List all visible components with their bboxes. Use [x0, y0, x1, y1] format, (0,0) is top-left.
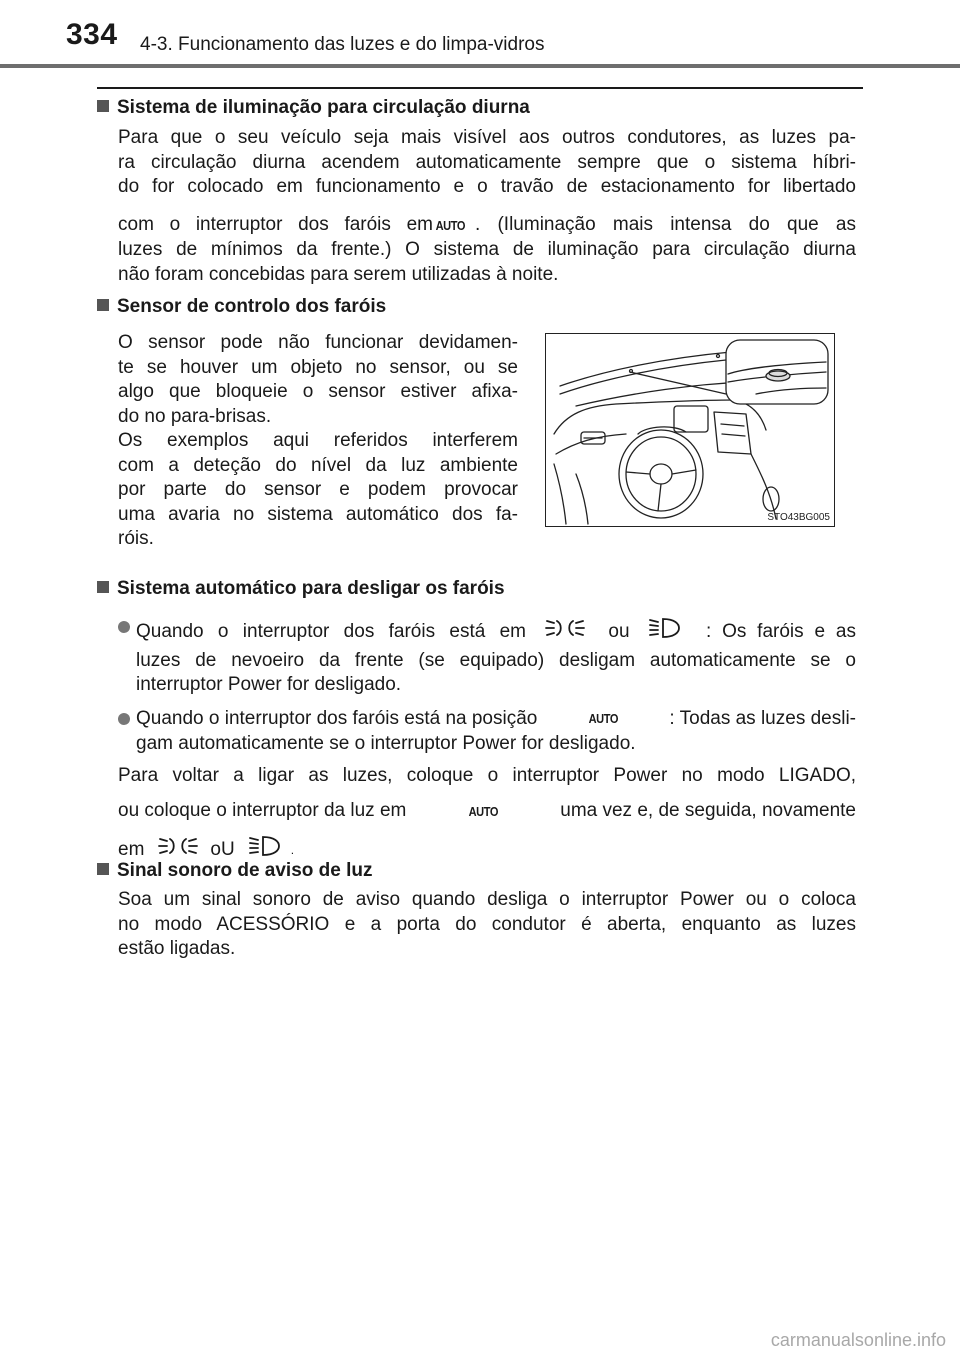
- headlight-icon-svg: [247, 833, 283, 859]
- sensor-figure: [545, 333, 835, 527]
- text-line-with-symbol: [118, 213, 856, 239]
- text-fragment: oU: [210, 838, 235, 860]
- text-line-with-symbol: [118, 799, 856, 825]
- text-line: róis.: [118, 528, 154, 549]
- chapter-title: 4-3. Funcionamento das luzes e do limpa-vidros: [140, 34, 545, 55]
- auto-symbol-icon: [581, 706, 625, 732]
- bullet-2-text: [136, 706, 856, 756]
- text-line: Soa um sinal sonoro de aviso quando desliga o interruptor Power ou o coloca: [118, 889, 856, 910]
- tail-lights-icon: [156, 834, 200, 858]
- square-bullet-icon: [97, 299, 109, 311]
- text-line: por parte do sensor e podem provocar: [118, 479, 518, 500]
- text-fragment: Quando o interruptor dos faróis está na posição: [136, 707, 538, 729]
- text-line: não foram concebidas para serem utilizadas à noite.: [118, 263, 559, 285]
- watermark: carmanualsonline.info: [770, 1330, 946, 1350]
- text-line: interruptor Power for desligado.: [136, 674, 402, 695]
- headlight-icon: [647, 615, 689, 649]
- auto-symbol-icon: [433, 213, 475, 239]
- text-fragment: com o interruptor dos faróis em: [118, 213, 433, 235]
- figure-code: STO43BG005: [767, 512, 830, 523]
- drl-paragraph: [118, 126, 856, 287]
- text-line: luzes de mínimos da frente.) O sistema de iluminação para circulação diurna: [118, 239, 856, 260]
- text-fragment: . (Iluminação mais intensa do que as: [475, 213, 856, 235]
- text-fragment: uma vez e, de seguida, novamente: [560, 800, 856, 821]
- auto-symbol-text: AUTO: [588, 711, 619, 726]
- section-heading-sensor: [97, 296, 386, 318]
- text-fragment: Quando o interruptor dos faróis está em: [136, 620, 526, 642]
- text-line-with-symbol: [136, 706, 856, 732]
- headlight-low-beam-icon: [543, 616, 591, 648]
- text-line: luzes de nevoeiro da frente (se equipado) desligam automaticamente se o: [136, 649, 856, 671]
- bullet-1-text: [136, 615, 856, 698]
- text-line: uma avaria no sistema automático dos fa-: [118, 503, 518, 525]
- text-fragment: : Todas as luzes desli-: [669, 707, 856, 729]
- section-heading-drl: [97, 97, 530, 119]
- section-heading-buzzer: [97, 860, 373, 882]
- auto-symbol-text: AUTO: [435, 217, 466, 233]
- text-line: no modo ACESSÓRIO e a porta do condutor é aberta, enquanto as luzes: [118, 913, 856, 935]
- heading-text: Sinal sonoro de aviso de luz: [117, 860, 373, 881]
- text-line-with-symbols: [136, 615, 856, 649]
- square-bullet-icon: [97, 581, 109, 593]
- text-line: gam automaticamente se o interruptor Power for desligado.: [136, 732, 636, 754]
- text-fragment: .: [290, 842, 295, 857]
- heading-text: Sistema automático para desligar os faróis: [117, 578, 505, 599]
- auto-symbol-text: AUTO: [468, 803, 498, 819]
- text-line: do no para-brisas.: [118, 405, 272, 427]
- text-line: estão ligadas.: [118, 938, 236, 959]
- text-line: Para que o seu veículo seja mais visível aos outros condutores, as luzes pa-: [118, 127, 856, 148]
- header-rule: [0, 64, 960, 68]
- text-line: do for colocado em funcionamento e o travão de estacionamento for libertado: [118, 176, 856, 197]
- reactivate-paragraph: [118, 764, 856, 867]
- section-rule: [97, 87, 863, 89]
- line-part: [118, 213, 433, 239]
- text-fragment: em: [118, 838, 145, 860]
- text-line: algo que bloqueie o sensor estiver afixa-: [118, 381, 518, 402]
- dashboard-illustration: [546, 334, 833, 525]
- round-bullet-icon: [118, 621, 130, 633]
- square-bullet-icon: [97, 100, 109, 112]
- text-fragment: : Os faróis e as: [705, 620, 856, 642]
- text-fragment: ou coloque o interruptor da luz em: [118, 800, 407, 821]
- page-number: 334: [66, 18, 118, 51]
- text-line: O sensor pode não funcionar devidamen-: [118, 332, 518, 353]
- square-bullet-icon: [97, 863, 109, 875]
- section-heading-auto-off: [97, 578, 505, 600]
- heading-text: Sensor de controlo dos faróis: [117, 296, 387, 317]
- text-line: Os exemplos aqui referidos interferem: [118, 430, 518, 451]
- sensor-paragraph: [118, 331, 518, 552]
- text-line: te se houver um objeto no sensor, ou se: [118, 356, 518, 378]
- headlight-icon-svg: [647, 615, 683, 641]
- text-line: Para voltar a ligar as luzes, coloque o interruptor Power no modo LIGADO,: [118, 765, 856, 786]
- text-line: com a deteção do nível da luz ambiente: [118, 454, 518, 476]
- buzzer-paragraph: [118, 888, 856, 962]
- text-line: ra circulação diurna acendem automaticamente sempre que o sistema híbri-: [118, 151, 856, 173]
- text-fragment: ou: [608, 620, 630, 642]
- round-bullet-icon: [118, 713, 130, 725]
- tail-lights-icon: [543, 616, 587, 640]
- heading-text: Sistema de iluminação para circulação diurna: [117, 97, 530, 118]
- auto-symbol-icon: [458, 799, 508, 825]
